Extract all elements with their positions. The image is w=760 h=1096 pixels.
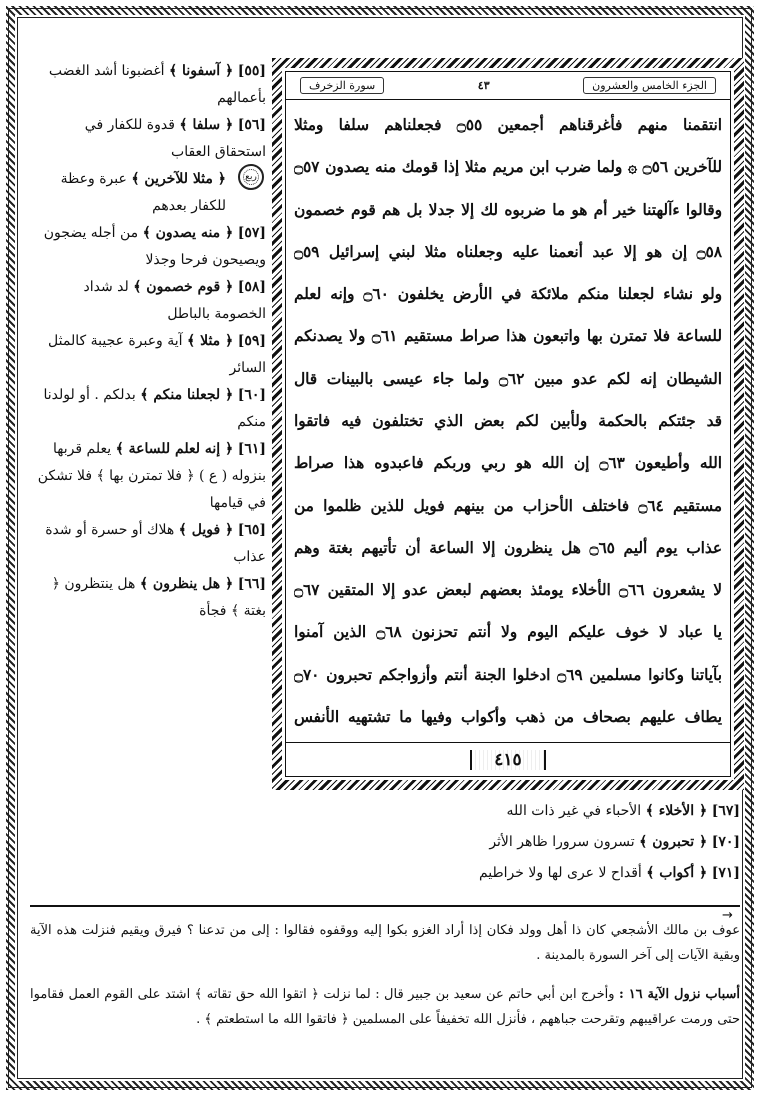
- gloss-meaning: يعلم قربها بنزوله ( ع ) ﴿ فلا تمترن بها ﴾ فلا تشكن في قيامها: [37, 441, 266, 511]
- commentary-entry: [30, 166, 266, 220]
- page-footer: [286, 742, 730, 776]
- verse-number: [٥٩]: [237, 333, 266, 349]
- gloss-meaning: لد شداد الخصومة بالباطل: [83, 279, 266, 322]
- quran-inner-frame: [285, 71, 731, 777]
- commentary-entry: [30, 517, 266, 571]
- verse-number: [٧١]: [711, 865, 740, 881]
- gloss-word: ﴿ هل ينظرون ﴾: [139, 576, 234, 592]
- verse-number: [٦٥]: [237, 522, 266, 538]
- gloss-meaning: عبرة وعظة للكفار بعدهم: [60, 171, 226, 214]
- rub-hizb-marker: [238, 164, 264, 190]
- gloss-word: ﴿ مثلا للآخرين ﴾: [131, 171, 226, 187]
- verse-number: [٥٧]: [237, 225, 266, 241]
- quran-line: انتقمنا منهم فأغرقناهم أجمعين ۝٥٥ فجعلناهم سلفا ومثلا: [294, 116, 722, 134]
- quran-line: للآخرين ۝٥٦ ۞ ولما ضرب ابن مريم مثلا إذا قومك منه يصدون ۝٥٧: [294, 158, 722, 177]
- lower-glossary: [30, 796, 740, 889]
- quran-text-panel: [272, 58, 744, 790]
- note-paragraph: [30, 982, 740, 1032]
- verse-number: [٦١]: [237, 441, 266, 457]
- gloss-word: ﴿ الأخلاء ﴾: [645, 803, 708, 819]
- gloss-word: ﴿ سلفا ﴾: [179, 117, 234, 133]
- quran-line: ولو نشاء لجعلنا منكم ملائكة في الأرض يخلفون ۝٦٠ وإنه لعلم: [294, 285, 722, 304]
- note-text: وأخرج ابن أبي حاتم عن سعيد بن جبير قال : لما نزلت ﴿ اتقوا الله حق تقاته ﴾ اشتد على القوم العمل فقاموا حتى ورمت عراقيبهم وتقرحت جباههم ، فأنزل الله تخفيفاً على المسلمين ﴿ فاتقوا الله ما استطعتم ﴾ .: [30, 987, 740, 1027]
- commentary-entry: [30, 112, 266, 166]
- quran-line: للساعة فلا تمترن بها واتبعون هذا صراط مستقيم ۝٦١ ولا يصدنكم: [294, 327, 722, 346]
- juz-label: الجزء الخامس والعشرون: [583, 77, 716, 94]
- quran-line: قد جئتكم بالحكمة ولأبين لكم بعض الذي تختلفون فيه فاتقوا: [294, 411, 722, 430]
- gloss-word: ﴿ منه يصدون ﴾: [142, 225, 234, 241]
- quran-line: يا عباد لا خوف عليكم اليوم ولا أنتم تحزنون ۝٦٨ الذين آمنوا: [294, 623, 722, 642]
- commentary-entry: [30, 436, 266, 517]
- glossary-entry: [30, 796, 740, 827]
- gloss-meaning: أغضبونا أشد الغضب بأعمالهم: [48, 63, 266, 106]
- arrow-right-icon: →: [722, 908, 733, 923]
- verse-number: [٦٦]: [237, 576, 266, 592]
- quran-line: يطاف عليهم بصحاف من ذهب وأكواب وفيها ما تشتهيه الأنفس: [294, 707, 722, 726]
- note-heading: أسباب نزول الآية ١٦ :: [619, 987, 741, 1002]
- quran-line: لا يشعرون ۝٦٦ الأخلاء يومئذ بعضهم لبعض عدو إلا المتقين ۝٦٧: [294, 581, 722, 600]
- commentary-entry: [30, 220, 266, 274]
- surah-name: سورة الزخرف: [300, 77, 384, 94]
- quran-line: الله وأطيعون ۝٦٣ إن الله هو ربي وربكم فاعبدوه هذا صراط: [294, 454, 722, 473]
- quran-line: ۝٥٨ إن هو إلا عبد أنعمنا عليه وجعلناه مثلا لبني إسرائيل ۝٥٩: [294, 242, 722, 261]
- gloss-meaning: هلاك أو حسرة أو شدة عذاب: [45, 522, 266, 565]
- commentary-entry: [30, 328, 266, 382]
- quran-line: وقالوا ءآلهتنا خير أم هو ما ضربوه لك إلا جدلا بل هم قوم خصمون: [294, 200, 722, 219]
- gloss-meaning: تسرون سرورا ظاهر الأثر: [489, 834, 635, 850]
- gloss-meaning: قدوة للكفار في استحقاق العقاب: [84, 117, 266, 160]
- rub-hizb-label: ربع: [245, 172, 257, 182]
- gloss-meaning: بدلكم . أو لولدنا منكم: [43, 387, 266, 430]
- gloss-word: ﴿ فويل ﴾: [178, 522, 234, 538]
- commentary-entry: [30, 58, 266, 112]
- gloss-meaning: من أجله يضجون ويصيحون فرحا وجذلا: [43, 225, 266, 268]
- gloss-meaning: الأحباء في غير ذات الله: [506, 803, 642, 819]
- commentary-entry: [30, 274, 266, 328]
- commentary-column: [30, 58, 266, 790]
- page-header: [286, 72, 730, 100]
- commentary-entry: [30, 382, 266, 436]
- revelation-notes: [30, 918, 740, 1034]
- gloss-word: ﴿ آسفونا ﴾: [168, 63, 234, 79]
- note-paragraph: عوف بن مالك الأشجعي كان ذا أهل وولد فكان إذا أراد الغزو بكوا إليه ووقفوه فقالوا : إلى من تدعنا ؟ فيرق ويقيم فنزلت هذه الآية وبقية الآيات إلى آخر السورة بالمدينة .: [30, 923, 740, 963]
- surah-number: ٤٣: [477, 79, 490, 92]
- quran-line: بآياتنا وكانوا مسلمين ۝٦٩ ادخلوا الجنة أنتم وأزواجكم تحبرون ۝٧٠: [294, 665, 722, 684]
- verse-number: [٦٠]: [237, 387, 266, 403]
- verse-number: [٥٦]: [237, 117, 266, 133]
- gloss-word: ﴿ أكواب ﴾: [646, 865, 708, 881]
- section-divider: [30, 905, 740, 907]
- gloss-word: ﴿ مثلا ﴾: [187, 333, 234, 349]
- gloss-word: ﴿ إنه لعلم للساعة ﴾: [115, 441, 234, 457]
- quran-line: مستقيم ۝٦٤ فاختلف الأحزاب من بينهم فويل للذين ظلموا من: [294, 496, 722, 515]
- gloss-word: ﴿ قوم خصمون ﴾: [133, 279, 234, 295]
- quran-line: الشيطان إنه لكم عدو مبين ۝٦٢ ولما جاء عيسى بالبينات قال: [294, 369, 722, 388]
- gloss-word: ﴿ لجعلنا منكم ﴾: [140, 387, 234, 403]
- verse-number: [٥٥]: [237, 63, 266, 79]
- verse-number: [٥٨]: [237, 279, 266, 295]
- verse-number: [٧٠]: [711, 834, 740, 850]
- gloss-meaning: أقداح لا عرى لها ولا خراطيم: [478, 865, 642, 881]
- quran-line: عذاب يوم أليم ۝٦٥ هل ينظرون إلا الساعة أن تأتيهم بغتة وهم: [294, 538, 722, 557]
- glossary-entry: [30, 858, 740, 889]
- gloss-meaning: آية وعبرة عجيبة كالمثل السائر: [48, 333, 266, 376]
- gloss-word: ﴿ تحبرون ﴾: [639, 834, 708, 850]
- glossary-entry: [30, 827, 740, 858]
- verse-number: [٦٧]: [711, 803, 740, 819]
- quran-lines: [294, 106, 722, 736]
- gloss-meaning: هل ينتظرون ﴿ بغتة ﴾ فجأة: [51, 576, 266, 619]
- commentary-entry: [30, 571, 266, 625]
- page-number: ٤١٥: [470, 750, 545, 770]
